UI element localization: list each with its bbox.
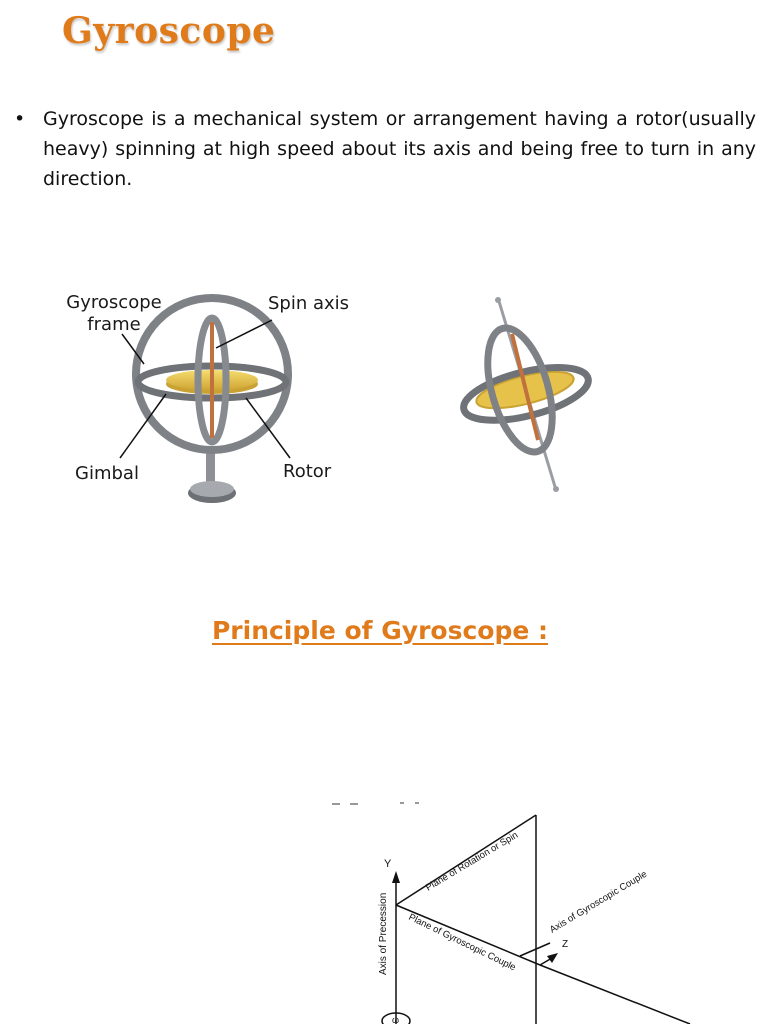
plane-couple	[520, 943, 690, 1024]
gyroscope-tilted-figure	[440, 290, 620, 500]
label-gyroscope-frame-line1: Gyroscope	[66, 292, 162, 313]
label-gyroscope-frame-line2: frame	[87, 314, 141, 335]
section-heading: Principle of Gyroscope :	[211, 616, 549, 645]
plane-couple-label: Plane of Gyroscopic Couple	[406, 911, 518, 974]
label-gimbal: Gimbal	[75, 463, 139, 484]
bullet-text: Gyroscope is a mechanical system or arrangement having a rotor(usually heavy) spinning at high speed about its axis and being free to turn in any direction.	[43, 108, 756, 190]
bullet-symbol: •	[14, 108, 26, 130]
gyroscope-principle-diagram	[320, 795, 730, 1024]
plane-rotation-label: Plane of Rotation or Spin	[423, 829, 521, 894]
gyroscope-stand	[188, 450, 236, 503]
axis-precession-label: Axis of Precession	[378, 892, 389, 975]
axis-couple-label: Axis of Gyroscopic Couple	[547, 868, 650, 936]
omega-label: ω	[392, 1015, 400, 1024]
label-spin-axis: Spin axis	[268, 293, 350, 314]
label-rotor: Rotor	[283, 461, 332, 482]
z-axis-label: Z	[562, 939, 569, 950]
page-title: Gyroscope	[62, 10, 276, 52]
y-axis-label: Y	[384, 858, 392, 870]
bullet-item	[14, 104, 756, 194]
gyroscope-labeled-figure	[40, 280, 400, 520]
